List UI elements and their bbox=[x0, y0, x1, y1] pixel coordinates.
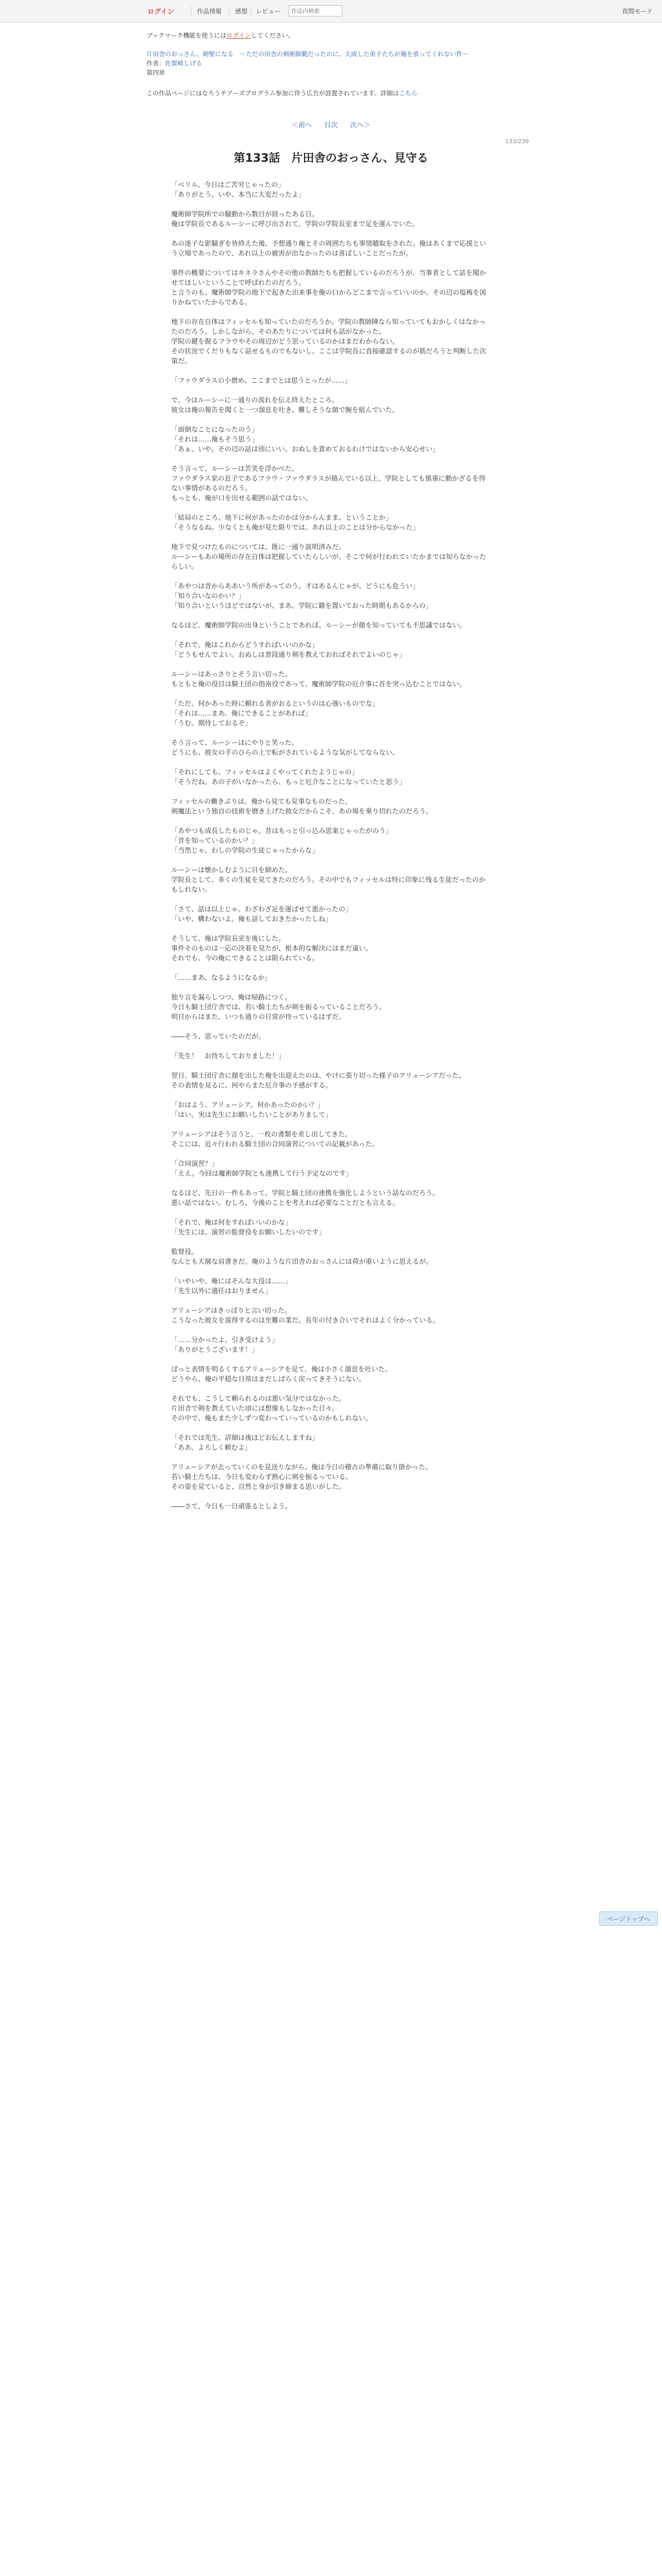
body-paragraph: 「あぁ、いや。その辺の話は別にいい。おぬしを責めておるわけではないから安心せい」 bbox=[171, 446, 439, 453]
body-paragraph bbox=[171, 454, 489, 464]
body-paragraph: 剣魔法という独自の技術を磨き上げた彼女だからこそ、あの場を乗り切れたのだろう。 bbox=[171, 808, 433, 816]
body-paragraph: どうやら、俺の平穏な日常はまだしばらく戻ってきそうにない。 bbox=[171, 1376, 366, 1383]
body-paragraph bbox=[171, 1384, 489, 1394]
body-paragraph bbox=[171, 611, 489, 621]
body-paragraph: アリューシアはきっぱりと言い切った。 bbox=[171, 1307, 291, 1315]
page-count: 133/239 bbox=[505, 138, 529, 145]
body-paragraph: ――そう、思っていたのだが。 bbox=[171, 1033, 266, 1041]
author-link[interactable]: 佐賀崎しげる bbox=[165, 60, 203, 67]
body-paragraph: 「はい。実は先生にお願いしたいことがありまして」 bbox=[171, 1111, 333, 1119]
body-paragraph: 「合同演習？」 bbox=[171, 1160, 219, 1168]
body-paragraph bbox=[171, 1326, 489, 1335]
body-paragraph bbox=[171, 200, 489, 210]
bookmark-login-link[interactable]: ログイン bbox=[226, 32, 251, 39]
body-paragraph: あの迷子な影騒ぎを皆終えた後、予想通り俺とその周囲たちも事情聴取をされた。俺はあくまで応援という立場であったので、あれ以上の被害が出なかったのは喜ばしいことだったが。 bbox=[171, 240, 487, 258]
body-paragraph: もっとも、俺が口を出せる範囲の話ではない。 bbox=[171, 495, 312, 502]
body-paragraph: ――さて、今日も一日頑張るとしよう。 bbox=[171, 1503, 292, 1511]
body-paragraph: 「……まあ、なるようになるか」 bbox=[171, 974, 272, 982]
body-paragraph: 「おはよう、アリューシア。何かあったのかい？」 bbox=[171, 1101, 324, 1109]
body-paragraph: 翌日、騎士団庁舎に顔を出した俺を出迎えたのは、やけに張り切った様子のアリューシアだった。 bbox=[171, 1072, 466, 1080]
body-paragraph bbox=[171, 963, 489, 973]
body-paragraph bbox=[171, 983, 489, 993]
body-paragraph: 明日からはまた、いつも通りの日常が待っているはずだ。 bbox=[171, 1013, 346, 1021]
body-paragraph: 「昔を知っているのかい？」 bbox=[171, 837, 259, 845]
body-paragraph: 「結局のところ、地下に何があったのかは分からんまま、ということか」 bbox=[171, 514, 392, 522]
body-paragraph: こうなった彼女を説得するのは至難の業だ。長年の付き合いでそれはよく分かっている。 bbox=[171, 1317, 440, 1325]
body-paragraph bbox=[171, 728, 489, 738]
body-paragraph: なるほど、先日の一件もあって、学院と騎士団の連携を強化しようという話なのだろう。 bbox=[171, 1190, 439, 1197]
body-paragraph: ルーシーもあの場所の存在自体は把握していたらしいが、そこで何が行われていたかまでは知らなかったらしい。 bbox=[171, 553, 486, 571]
body-paragraph bbox=[171, 1423, 489, 1433]
body-paragraph: ぱっと表情を明るくするアリューシアを見て、俺は小さく溜息を吐いた。 bbox=[171, 1366, 392, 1374]
body-paragraph: 学院の鍵を握るフラウやその周辺がどう思っているのかはまだわからない。 bbox=[171, 338, 400, 346]
body-paragraph: なるほど。魔術師学院の出身ということであれば、ルーシーが顔を知っていても不思議ではない。 bbox=[171, 622, 466, 630]
body-paragraph: 「それにしても、フィッセルはよくやってくれたようじゃの」 bbox=[171, 769, 358, 776]
body-paragraph bbox=[171, 1061, 489, 1071]
body-paragraph bbox=[171, 1296, 489, 1306]
body-paragraph bbox=[171, 631, 489, 640]
chapter-nav bbox=[0, 120, 662, 129]
body-paragraph: 魔術師学院所での騒動から数日が経ったある日。 bbox=[171, 211, 319, 218]
body-paragraph: 「あやつも成長したものじゃ。昔はもっと引っ込み思案じゃったがのう」 bbox=[171, 827, 393, 835]
body-paragraph: 事件の概要についてはキネラさんやその他の教師たちも把握しているのだろうが、当事者として話を聞かせてほしいということで呼ばれたのだろう。 bbox=[171, 269, 486, 287]
body-paragraph: 若い騎士たちは、今日も変わらず熱心に剣を振るっている。 bbox=[171, 1473, 353, 1481]
toc-link[interactable]: 目次 bbox=[324, 122, 338, 129]
body-paragraph: 「それは……まあ、俺にできることがあれば」 bbox=[171, 710, 312, 718]
body-paragraph: 悪い話ではない。むしろ、今後のことを考えれば必要なことだとも言える。 bbox=[171, 1199, 400, 1207]
body-paragraph: 今日も騎士団庁舎では、若い騎士たちが剣を振るっていることだろう。 bbox=[171, 1004, 386, 1011]
body-paragraph: 「先生以外に適任はおりません」 bbox=[171, 1287, 272, 1295]
body-paragraph: その姿を見ていると、自然と身が引き締まる思いがした。 bbox=[171, 1483, 346, 1491]
body-paragraph bbox=[171, 366, 489, 376]
body-paragraph: 「それで、俺はこれからどうすればいいのかな」 bbox=[171, 641, 319, 649]
body-paragraph bbox=[171, 1120, 489, 1130]
body-paragraph: 「うむ。期待しておるぞ」 bbox=[171, 720, 252, 727]
body-paragraph bbox=[171, 259, 489, 268]
body-paragraph: 「ああ、よろしく頼むよ」 bbox=[171, 1444, 252, 1452]
body-paragraph: そうして、俺は学院長室を後にした。 bbox=[171, 935, 285, 943]
body-paragraph: 「ただ、何かあった時に頼れる者がおるというのは心強いものでな」 bbox=[171, 700, 379, 708]
body-paragraph bbox=[171, 386, 489, 396]
body-paragraph: そこには、近々行われる騎士団の合同演習についての記載があった。 bbox=[171, 1141, 379, 1148]
body-paragraph: 「ありがとうございます！」 bbox=[171, 1346, 259, 1354]
bookmark-suffix: してください。 bbox=[251, 32, 294, 39]
chapter-title: 第133話 片田舎のおっさん、見守る bbox=[234, 152, 428, 165]
body-paragraph bbox=[171, 503, 489, 513]
body-paragraph: 地下の存在自体はフィッセルも知っていたのだろうか。学院の教師陣なら知っていてもおかしくはなかったのだろう。しかしながら、そのあたりについては何も話がなかった。 bbox=[171, 318, 486, 336]
body-paragraph: 片田舎で剣を教えていた頃には想像もしなかった日々。 bbox=[171, 1405, 339, 1413]
body-paragraph: 俺は学院長であるルーシーに呼び出されて、学院の学院長室まで足を運んでいた。 bbox=[171, 221, 419, 228]
body-paragraph bbox=[171, 1149, 489, 1159]
program-text: この作品ページにはなろうチアーズプログラム参加に伴う広告が設置されています。詳細は bbox=[146, 90, 399, 97]
body-paragraph: 「それでは先生、詳細は後ほどお伝えしますね」 bbox=[171, 1434, 319, 1442]
series-info bbox=[146, 49, 516, 77]
program-details-link[interactable]: こちら bbox=[399, 90, 418, 97]
body-paragraph: 「ベリル、今日はご苦労じゃったの」 bbox=[171, 181, 285, 189]
body-paragraph bbox=[171, 1453, 489, 1463]
bookmark-prefix: ブックマーク機能を使うには bbox=[146, 32, 227, 39]
chapter-body bbox=[171, 180, 489, 1512]
body-paragraph: 「それは……俺もそう思う」 bbox=[171, 436, 259, 444]
body-paragraph bbox=[171, 895, 489, 905]
body-paragraph: 「それで、俺は何をすればいいのかな」 bbox=[171, 1219, 292, 1227]
body-paragraph: 彼女は俺の報告を聞くと一つ溜息を吐き、難しそうな顔で腕を組んでいた。 bbox=[171, 406, 399, 414]
body-paragraph: 「ファウダラスの小僧め、ここまでとは思うとったが……」 bbox=[171, 377, 352, 385]
body-paragraph: もともと俺の役目は騎士団の指南役であって、魔術師学院の厄介事に首を突っ込むことではない。 bbox=[171, 681, 466, 688]
prev-link[interactable]: ＜前へ bbox=[291, 122, 312, 129]
body-paragraph: その状況でくだりもなく話せるものでもないし、ここは学院長に直接確認するのが筋だろうと判断した次第だ。 bbox=[171, 348, 487, 365]
night-mode-link[interactable]: 夜間モード bbox=[622, 8, 653, 15]
body-paragraph bbox=[171, 689, 489, 699]
nav-work-info[interactable]: 作品情報 bbox=[197, 8, 222, 15]
body-paragraph: フィッセルの働きぶりは、俺から見ても見事なものだった。 bbox=[171, 798, 352, 806]
body-paragraph bbox=[171, 229, 489, 239]
program-notice bbox=[146, 89, 516, 98]
body-paragraph: 「……分かったよ。引き受けよう」 bbox=[171, 1336, 279, 1344]
body-paragraph bbox=[171, 415, 489, 425]
body-paragraph bbox=[171, 1091, 489, 1100]
body-paragraph bbox=[171, 660, 489, 670]
body-paragraph: アリューシアが去っていくのを見送りながら、俺は今日の稽古の準備に取り掛かった。 bbox=[171, 1464, 432, 1471]
body-paragraph: 「知り合いなのかい？」 bbox=[171, 592, 245, 600]
body-paragraph: 「知り合いというほどではないが、まあ、学院に籍を置いておった時期もあるからの」 bbox=[171, 602, 433, 610]
body-paragraph bbox=[171, 1238, 489, 1247]
page-top-button[interactable]: ページトップへ bbox=[599, 1911, 658, 1926]
body-paragraph: 学院長として、多くの生徒を見てきたのだろう。その中でもフィッセルは特に印象に残る生徒だったのかもしれない。 bbox=[171, 876, 486, 894]
body-paragraph: 独り言を漏らしつつ、俺は帰路につく。 bbox=[171, 994, 291, 1002]
body-paragraph: で、今はルーシーに一通りの流れを伝え終えたところ。 bbox=[171, 397, 339, 404]
body-paragraph bbox=[171, 1492, 489, 1502]
body-paragraph bbox=[171, 1355, 489, 1365]
body-paragraph: 「面倒なことになったのう」 bbox=[171, 426, 259, 434]
body-paragraph: 「そうなるね。少なくとも俺が見た限りでは、あれ以上のことは分からなかった」 bbox=[171, 524, 420, 532]
body-paragraph bbox=[171, 1208, 489, 1218]
site-header bbox=[0, 0, 662, 23]
body-paragraph: 「そうだね。あの子がいなかったら、もっと厄介なことになっていたと思う」 bbox=[171, 778, 406, 786]
nav-review: レビュー bbox=[256, 8, 281, 15]
body-paragraph: アリューシアはそう言うと、一枚の書類を差し出してきた。 bbox=[171, 1131, 352, 1139]
body-paragraph: 「先生には、演習の監督役をお願いしたいのです」 bbox=[171, 1229, 326, 1236]
next-link[interactable]: 次へ＞ bbox=[350, 122, 371, 129]
login-link[interactable]: ログイン bbox=[147, 8, 174, 16]
body-paragraph: 「さて、話は以上じゃ。わざわざ足を運ばせて悪かったの」 bbox=[171, 906, 352, 913]
body-paragraph: 「ええ。今回は魔術師学院とも連携して行う予定なのです」 bbox=[171, 1170, 353, 1178]
body-paragraph: 「いや、構わないよ。俺も話しておきたかったしね」 bbox=[171, 916, 332, 923]
body-paragraph: ルーシーはあっさりとそう言い切った。 bbox=[171, 671, 292, 679]
body-paragraph bbox=[171, 308, 489, 317]
body-paragraph bbox=[171, 572, 489, 582]
body-paragraph: と言うのも、魔術師学院の地下で起きた出来事を俺の口からどこまで言っていいのか、その辺の塩梅を図りかねていたからである。 bbox=[171, 289, 487, 307]
body-paragraph bbox=[171, 758, 489, 768]
body-paragraph: ルーシーは懐かしむように目を細めた。 bbox=[171, 867, 292, 874]
body-paragraph: その表情を見るに、何やらまた厄介事の予感がする。 bbox=[171, 1082, 333, 1090]
body-paragraph: 「あやつは昔からああいう所があってのう。才はあるんじゃが、どうにも危うい」 bbox=[171, 583, 419, 590]
body-paragraph: 事件そのものは一応の決着を見たが、根本的な解決にはまだ遠い。 bbox=[171, 945, 373, 953]
body-paragraph: 「どうもせんでよい。おぬしは普段通り剣を教えておればそれでよいのじゃ」 bbox=[171, 651, 406, 659]
author-label: 作者： bbox=[146, 60, 166, 67]
body-paragraph: それでも、今の俺にできることは限られている。 bbox=[171, 955, 319, 962]
body-paragraph bbox=[171, 1042, 489, 1052]
body-paragraph: それでも、こうして頼られるのは悪い気分ではなかった。 bbox=[171, 1395, 346, 1403]
body-paragraph bbox=[171, 787, 489, 797]
body-paragraph: 「ありがとう。いや、本当に大変だったよ」 bbox=[171, 191, 305, 199]
body-paragraph bbox=[171, 924, 489, 934]
bookmark-notice bbox=[146, 31, 516, 40]
body-paragraph: なんとも大層な肩書きだ。俺のような片田舎のおっさんには荷が重いように思えるが。 bbox=[171, 1258, 433, 1266]
body-paragraph: そう言って、ルーシーは苦笑を浮かべた。 bbox=[171, 465, 299, 473]
body-paragraph bbox=[171, 817, 489, 826]
chapter-group: 第四章 bbox=[146, 69, 166, 76]
body-paragraph bbox=[171, 1179, 489, 1189]
body-paragraph bbox=[171, 1022, 489, 1032]
body-paragraph: 「当然じゃ。わしの学院の生徒じゃったからな」 bbox=[171, 847, 319, 855]
body-paragraph bbox=[171, 856, 489, 866]
body-paragraph: ファウダラス家の息子であるフラウ・ファウダラスが絡んでいる以上、学院としても慎重に動かざるを得ない事情があるのだろう。 bbox=[171, 475, 486, 493]
body-paragraph: 「いやいや、俺にはそんな大役は……」 bbox=[171, 1278, 292, 1285]
search-input[interactable] bbox=[289, 5, 342, 16]
series-title-link[interactable]: 片田舎のおっさん、剣聖になる ～ただの田舎の剣術師範だったのに、大成した弟子たちが俺を放ってくれない件～ bbox=[146, 50, 469, 58]
body-paragraph: その中で、俺もまた少しずつ変わっていっているのかもしれない。 bbox=[171, 1415, 372, 1422]
body-paragraph bbox=[171, 533, 489, 543]
body-paragraph: 監督役。 bbox=[171, 1248, 198, 1256]
body-paragraph: そう言って、ルーシーはにやりと笑った。 bbox=[171, 739, 299, 747]
body-paragraph: 地下で見つけたものについては、既に一通り説明済みだ。 bbox=[171, 544, 345, 551]
nav-impressions[interactable]: 感想 bbox=[235, 8, 248, 15]
body-paragraph bbox=[171, 1267, 489, 1277]
body-paragraph: どうにも、彼女の手のひらの上で転がされているような気がしてならない。 bbox=[171, 749, 400, 757]
body-paragraph: 「先生！ お待ちしておりました！」 bbox=[171, 1053, 286, 1060]
